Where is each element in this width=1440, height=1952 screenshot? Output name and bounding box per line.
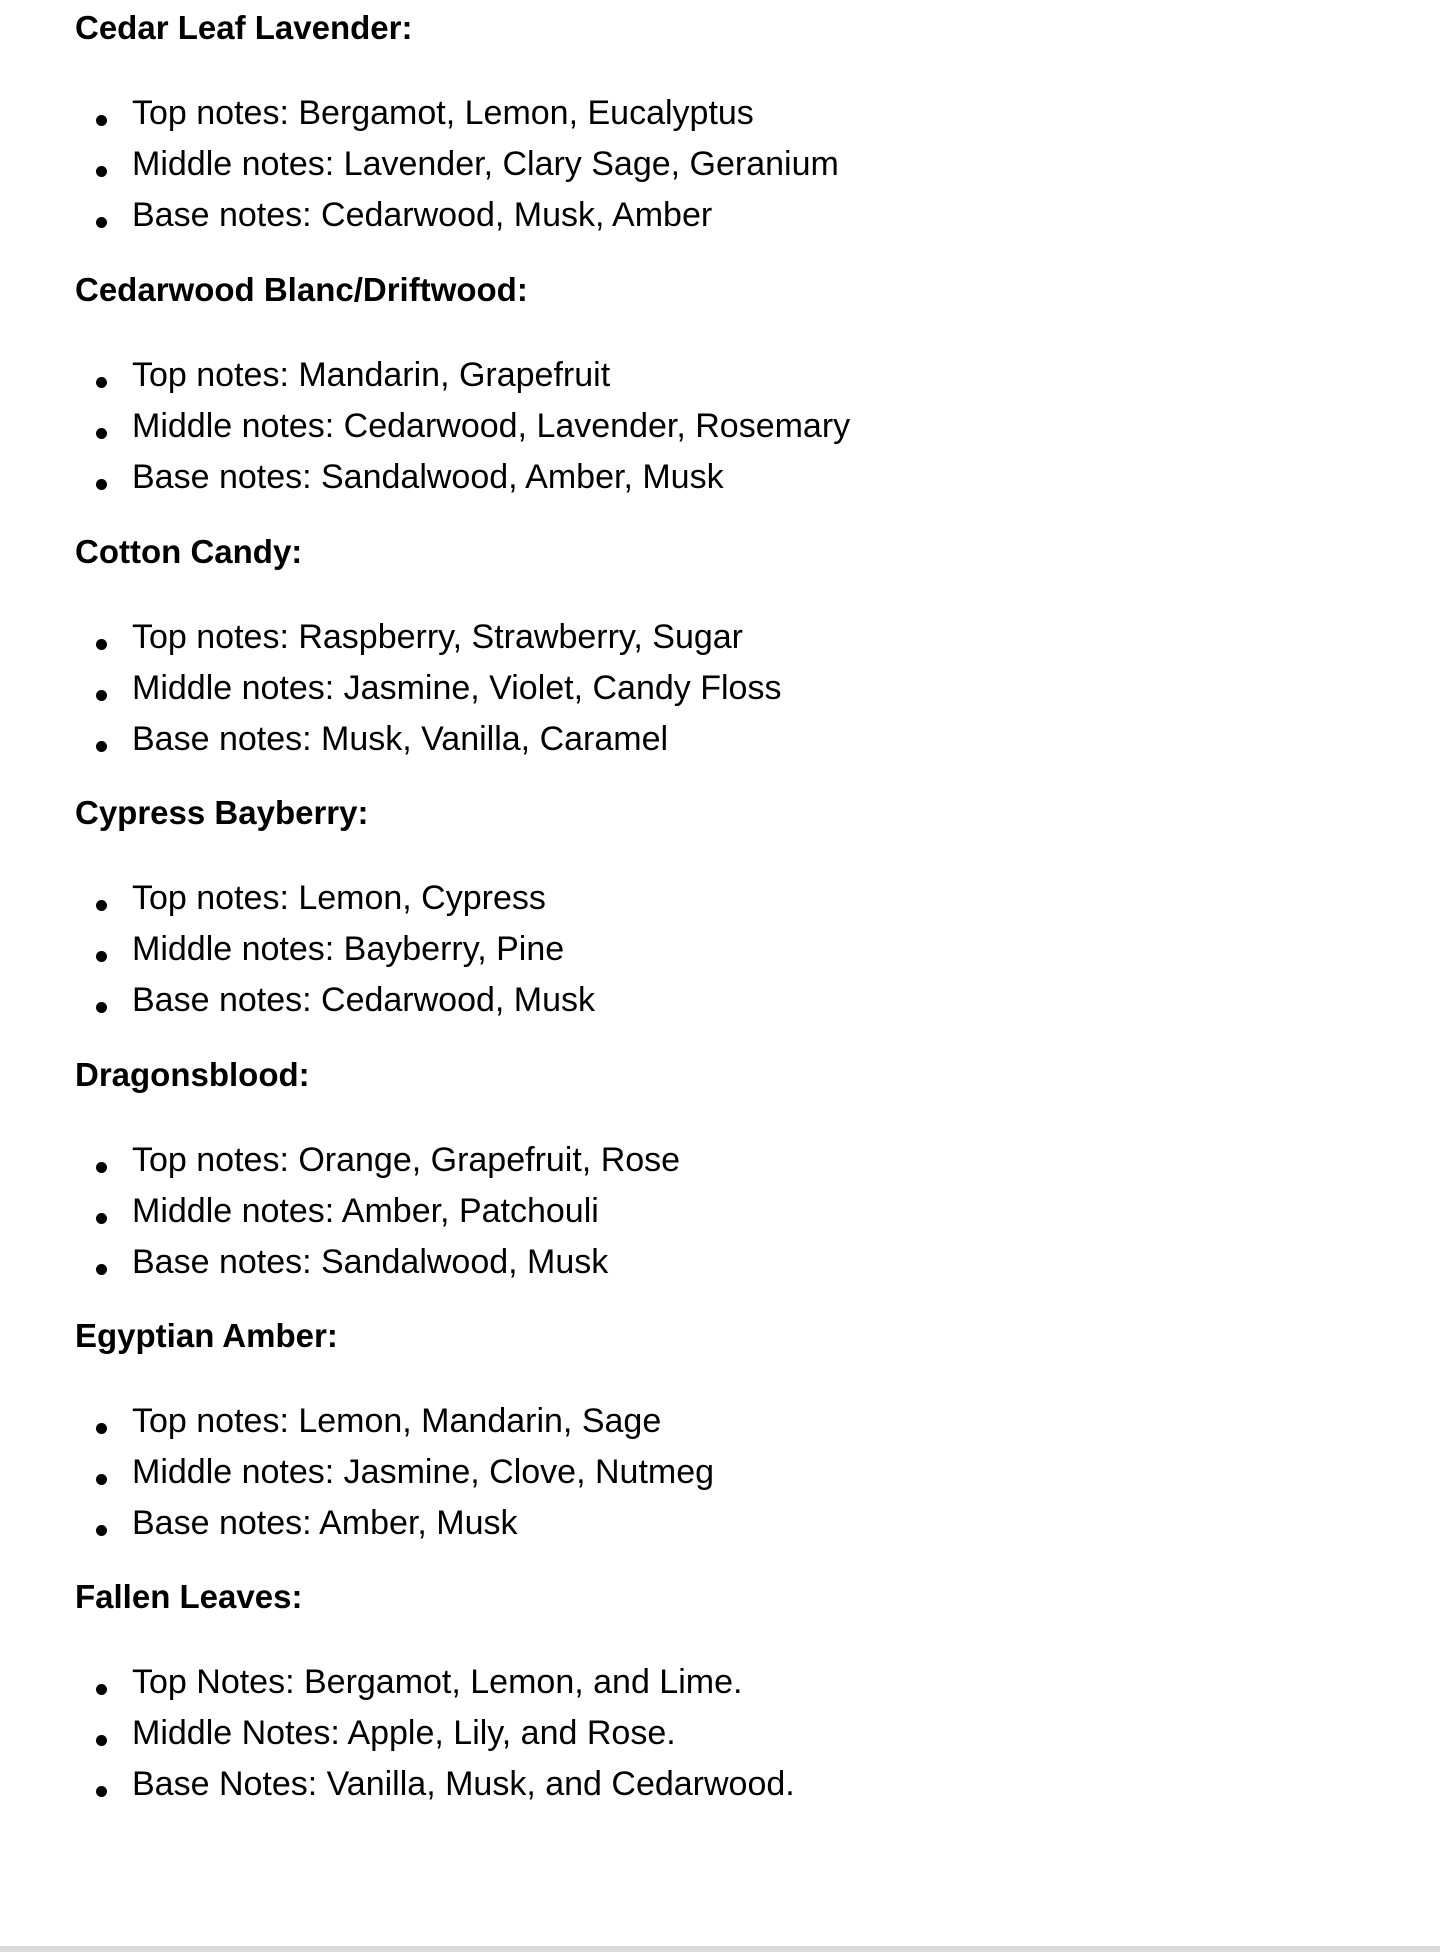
note-item xyxy=(75,975,595,1026)
note-item xyxy=(75,401,850,452)
fragrance-title: Cypress Bayberry: xyxy=(75,794,369,831)
bullet-icon xyxy=(96,1002,107,1013)
bullet-icon xyxy=(96,1735,107,1746)
note-text: Middle notes: Amber, Patchouli xyxy=(132,1192,599,1230)
bullet-icon xyxy=(96,166,107,177)
bullet-icon xyxy=(96,951,107,962)
notes-list xyxy=(75,350,850,503)
note-item xyxy=(75,1657,795,1708)
bullet-icon xyxy=(96,115,107,126)
note-item xyxy=(75,350,850,401)
bullet-icon xyxy=(96,1423,107,1434)
notes-list xyxy=(75,88,839,241)
bullet-icon xyxy=(96,1525,107,1536)
notes-list xyxy=(75,612,781,765)
note-text: Top notes: Lemon, Mandarin, Sage xyxy=(132,1402,662,1440)
note-text: Base notes: Sandalwood, Amber, Musk xyxy=(132,458,724,496)
note-item xyxy=(75,1396,714,1447)
note-item xyxy=(75,1135,680,1186)
bullet-icon xyxy=(96,690,107,701)
note-text: Top notes: Mandarin, Grapefruit xyxy=(132,356,611,394)
note-text: Top notes: Lemon, Cypress xyxy=(132,879,546,917)
note-text: Base notes: Sandalwood, Musk xyxy=(132,1243,609,1281)
bullet-icon xyxy=(96,639,107,650)
notes-list xyxy=(75,1135,680,1288)
note-item xyxy=(75,714,781,765)
note-item xyxy=(75,1237,680,1288)
notes-list xyxy=(75,1396,714,1549)
note-text: Middle notes: Cedarwood, Lavender, Rosemary xyxy=(132,407,851,445)
note-item xyxy=(75,663,781,714)
note-text: Base notes: Cedarwood, Musk xyxy=(132,981,596,1019)
note-text: Middle notes: Jasmine, Violet, Candy Floss xyxy=(132,669,782,707)
note-text: Middle notes: Bayberry, Pine xyxy=(132,930,565,968)
bullet-icon xyxy=(96,479,107,490)
fragrance-title: Dragonsblood: xyxy=(75,1056,310,1093)
note-text: Top Notes: Bergamot, Lemon, and Lime. xyxy=(132,1663,743,1701)
note-item xyxy=(75,1498,714,1549)
notes-list xyxy=(75,873,595,1026)
bullet-icon xyxy=(96,1786,107,1797)
note-item xyxy=(75,452,850,503)
note-item xyxy=(75,924,595,975)
note-item xyxy=(75,88,839,139)
note-item xyxy=(75,612,781,663)
fragrance-title: Egyptian Amber: xyxy=(75,1317,338,1354)
fragrance-title: Fallen Leaves: xyxy=(75,1578,303,1615)
note-item xyxy=(75,1708,795,1759)
bullet-icon xyxy=(96,900,107,911)
note-text: Base notes: Amber, Musk xyxy=(132,1504,518,1542)
note-text: Base notes: Musk, Vanilla, Caramel xyxy=(132,720,669,758)
note-text: Base notes: Cedarwood, Musk, Amber xyxy=(132,196,713,234)
note-text: Top notes: Orange, Grapefruit, Rose xyxy=(132,1141,681,1179)
bullet-icon xyxy=(96,1474,107,1485)
note-item xyxy=(75,1447,714,1498)
fragrance-title: Cedarwood Blanc/Driftwood: xyxy=(75,271,528,308)
bullet-icon xyxy=(96,1213,107,1224)
fragrance-title: Cotton Candy: xyxy=(75,533,303,570)
bullet-icon xyxy=(96,1162,107,1173)
bullet-icon xyxy=(96,428,107,439)
bullet-icon xyxy=(96,1264,107,1275)
bullet-icon xyxy=(96,377,107,388)
note-text: Middle notes: Lavender, Clary Sage, Geranium xyxy=(132,145,839,183)
note-text: Top notes: Raspberry, Strawberry, Sugar xyxy=(132,618,744,656)
note-item xyxy=(75,1186,680,1237)
note-text: Top notes: Bergamot, Lemon, Eucalyptus xyxy=(132,94,754,132)
fragrance-title: Cedar Leaf Lavender: xyxy=(75,9,413,46)
page-bottom-divider xyxy=(0,1946,1440,1952)
note-text: Middle Notes: Apple, Lily, and Rose. xyxy=(132,1714,676,1752)
note-item xyxy=(75,190,839,241)
bullet-icon xyxy=(96,1684,107,1695)
note-item xyxy=(75,1759,795,1810)
bullet-icon xyxy=(96,741,107,752)
note-text: Base Notes: Vanilla, Musk, and Cedarwood. xyxy=(132,1765,795,1803)
note-item xyxy=(75,873,595,924)
bullet-icon xyxy=(96,217,107,228)
note-text: Middle notes: Jasmine, Clove, Nutmeg xyxy=(132,1453,715,1491)
notes-list xyxy=(75,1657,795,1810)
note-item xyxy=(75,139,839,190)
